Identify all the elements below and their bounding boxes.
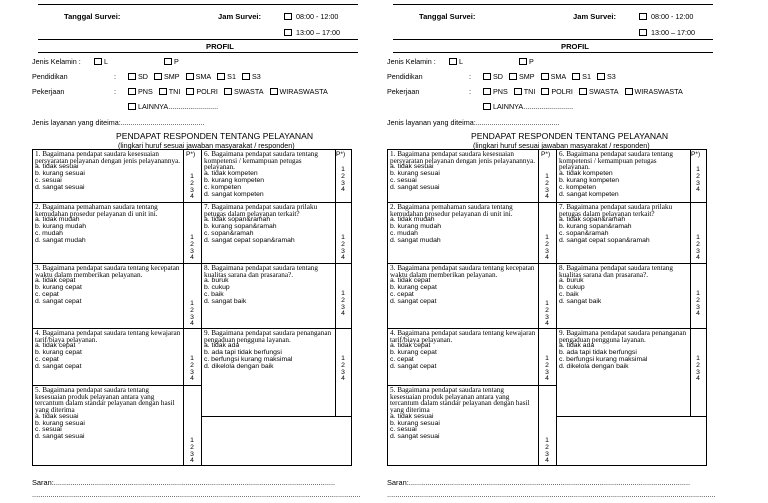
education-label: Pendidikan [387,72,423,81]
education-sma[interactable]: SMA [541,72,567,81]
answer-option[interactable]: a. tidak kompeten [559,170,613,178]
survey-date-label: Tanggal Survei: [419,12,476,21]
answer-option[interactable]: b. kurang sesuai [390,170,440,178]
score-column: 1 2 3 4 [545,173,549,201]
score-column: 1 2 3 4 [696,234,700,262]
answer-option[interactable]: d. sangat sesuai [35,433,85,441]
score-header: P*) [186,151,196,158]
checkbox[interactable] [270,88,278,95]
checkbox[interactable] [639,13,647,20]
checkbox[interactable] [597,73,605,80]
answer-option[interactable]: c. berfungsi kurang maksimal [204,356,293,363]
answer-option[interactable]: a. tidak mudah [35,216,80,224]
question-1: 1. Bagaimana pendapat saudara kesesuaian persyaratan pelayanan dengan jenis pelayanannya. a. tidak sesuai b. kurang sesuai c. sesuai d. sangat sesuai [390,150,536,191]
survey-time-label: Jam Survei: [218,12,262,21]
question-4: 4. Bagaimana pendapat saudara tentang kewajaran tarif/biaya pelayanan. a. tidak cepat b. kurang cepat c. cepat d. sangat cepat [390,329,536,370]
question-2: 2. Bagaimana pemahaman saudara tentang kemudahan prosedur pelayanan di unit ini. a. tidak mudah b. kurang mudah c. mudah d. sangat mudah [33,203,183,246]
question-5: 5. Bagaimana pendapat saudara tentang kesesuaian produk pelayanan antara yang tercantum dalam standar pelayanan dengan hasil yang diterima a. tidak sesuai b. kurang sesuai c. sesuai d. sangat sesuai [388,386,538,442]
questionnaire-table [387,149,707,466]
checkbox[interactable] [519,58,527,65]
checkbox[interactable] [514,88,522,95]
suggestion-line[interactable]: ................................................................................................................................................................ [387,490,716,499]
opinion-subtitle: (lingkari huruf sesuai jawaban masyarakat / responden) [118,141,295,150]
occupation-label: Pekerjaan [32,87,65,96]
answer-option[interactable]: a. tidak sesuai [35,163,79,171]
score-column: 1 2 3 4 [696,166,700,194]
answer-option[interactable]: d. sangat cepat [390,297,437,305]
checkbox[interactable] [639,29,647,36]
checkbox[interactable] [483,88,491,95]
service-type-field[interactable]: Jenis layanan yang diteima:.......................................... [387,118,560,127]
checkbox[interactable] [284,29,292,36]
profile-title: PROFIL [561,42,589,51]
questionnaire-table [32,149,352,466]
score-column: 1 2 3 4 [545,355,549,383]
question-9: 9. Bagaimana pendapat saudara penanganan pengaduan pengguna layanan. a. tidak ada b. ada tapi tidak berfungsi c. berfungsi kurang maksimal d. dikelola dengan baik [557,329,691,372]
checkbox[interactable] [164,58,172,65]
colon: : [469,72,471,81]
answer-option[interactable]: b. kurang sesuai [35,419,85,427]
answer-option[interactable]: c. cepat [390,356,414,363]
time-slot-morning[interactable]: 08:00 - 12:00 [639,12,693,21]
education-options [128,72,265,81]
checkbox[interactable] [541,73,549,80]
checkbox[interactable] [483,103,491,110]
education-s3[interactable]: S3 [597,72,616,81]
answer-option[interactable]: c. cepat [35,291,59,298]
answer-option[interactable]: a. buruk [204,277,229,285]
checkbox[interactable] [284,13,292,20]
occupation-swasta[interactable]: SWASTA [224,87,264,96]
question-6: 6. Bagaimana pendapat saudara tentang kompetensi / kemampuan petugas pelayanan. a. tidak kompeten b. kurang kompeten c. kompeten d. sangat kompeten [557,150,691,199]
question-9: 9. Bagaimana pendapat saudara penanganan pengaduan pengguna layanan. a. tidak ada b. ada tapi tidak berfungsi c. berfungsi kurang maksimal d. dikelola dengan baik [202,329,336,372]
gender-option-l[interactable]: L [449,57,463,66]
answer-option[interactable]: a. tidak cepat [35,342,76,350]
answer-option[interactable]: a. tidak cepat [390,277,431,285]
occupation-tni[interactable]: TNI [514,87,536,96]
answer-option[interactable]: d. dikelola dengan baik [559,362,629,370]
time-slot-morning[interactable]: 08:00 - 12:00 [284,12,338,21]
answer-option[interactable]: d. sangat kompeten [559,190,619,198]
answer-option[interactable]: c. mudah [390,230,418,237]
answer-option[interactable]: c. sopan&ramah [204,230,254,237]
question-7: 7. Bagaimana pendapat saudara prilaku petugas dalam pelayanan terkait? a. tidak sopan&ramah b. kurang sopan&ramah c. sopan&ramah d. sangat cepat sopan&ramah [202,203,336,246]
checkbox[interactable] [159,88,167,95]
question-2: 2. Bagaimana pemahaman saudara tentang kemudahan prosedur pelayanan di unit ini. a. tidak mudah b. kurang mudah c. mudah d. sangat mudah [388,203,538,246]
answer-option[interactable]: c. kompeten [559,183,597,191]
answer-option[interactable]: a. buruk [559,277,584,285]
checkbox[interactable] [217,73,225,80]
occupation-tni[interactable]: TNI [159,87,181,96]
checkbox[interactable] [128,88,136,95]
answer-option[interactable]: b. kurang sopan&ramah [204,223,277,231]
answer-option[interactable]: b. cukup [559,284,585,292]
occupation-pns[interactable]: PNS [483,87,508,96]
occupation-other[interactable]: LAINNYA......................... [483,102,573,111]
survey-form-right [387,0,716,503]
score-column: 1 2 3 4 [341,290,345,318]
checkbox[interactable] [128,103,136,110]
checkbox[interactable] [509,73,517,80]
answer-option[interactable]: d. sangat sesuai [390,183,440,191]
suggestion-field[interactable]: Saran:......................................................................................................................................... [32,478,336,487]
time-slot-afternoon[interactable]: 13:00 – 17:00 [284,28,340,37]
opinion-subtitle: (lingkari huruf sesuai jawaban masyarakat / responden) [473,141,650,150]
occupation-swasta[interactable]: SWASTA [579,87,619,96]
score-column: 1 2 3 4 [545,234,549,262]
score-column: 1 2 3 4 [696,290,700,318]
suggestion-field[interactable]: Saran:......................................................................................................................................... [387,478,691,487]
score-column: 1 2 3 4 [341,355,345,383]
answer-option[interactable]: c. sesuai [35,426,62,434]
answer-option[interactable]: c. cepat [35,356,59,363]
question-3: 3. Bagaimana pendapat saudara tentang kecepatan waktu dalam memberikan pelayanan. a. tidak cepat b. kurang cepat c. cepat d. sangat cepat [35,264,180,305]
answer-option[interactable]: b. kurang cepat [390,349,437,357]
answer-option[interactable]: c. sesuai [390,426,417,434]
occupation-pns[interactable]: PNS [128,87,153,96]
answer-option[interactable]: c. sopan&ramah [559,230,609,237]
answer-option[interactable]: d. sangat sesuai [390,433,440,441]
answer-option[interactable]: a. tidak kompeten [204,170,258,178]
answer-option[interactable]: b. kurang kompeten [204,176,265,184]
answer-option[interactable]: a. tidak sesuai [35,412,79,420]
occupation-wiraswasta[interactable]: WIRASWASTA [625,87,683,96]
survey-time-label: Jam Survei: [573,12,617,21]
answer-option[interactable]: a. tidak sesuai [390,412,434,420]
score-column: 1 2 3 4 [341,234,345,262]
time-slot-afternoon[interactable]: 13:00 – 17:00 [639,28,695,37]
gender-label: Jenis Kelamin : [32,57,81,66]
checkbox[interactable] [224,88,232,95]
gender-option-p[interactable]: P [519,57,534,66]
answer-option[interactable]: b. kurang cepat [35,284,82,292]
answer-option[interactable]: c. sesuai [35,177,62,184]
survey-form-left [32,0,361,503]
checkbox[interactable] [579,88,587,95]
score-column: 1 2 3 4 [190,300,194,328]
checkbox[interactable] [128,73,136,80]
answer-option[interactable]: a. tidak mudah [390,216,435,224]
checkbox[interactable] [572,73,580,80]
score-column: 1 2 3 4 [696,355,700,383]
answer-option[interactable]: a. tidak sopan&ramah [559,216,626,224]
answer-option[interactable]: d. sangat sesuai [35,183,85,191]
answer-option[interactable]: c. mudah [35,230,63,237]
checkbox[interactable] [154,73,162,80]
education-smp[interactable]: SMP [509,72,535,81]
occupation-wiraswasta[interactable]: WIRASWASTA [270,87,328,96]
answer-option[interactable]: b. kurang sesuai [390,419,440,427]
checkbox[interactable] [242,73,250,80]
checkbox[interactable] [541,88,549,95]
colon: : [114,72,116,81]
score-column: 1 2 3 4 [545,300,549,328]
occupation-other[interactable]: LAINNYA......................... [128,102,218,111]
answer-option[interactable]: b. ada tapi tidak berfungsi [559,349,637,357]
answer-option[interactable]: c. sesuai [390,177,417,184]
question-4: 4. Bagaimana pendapat saudara tentang kewajaran tarif/biaya pelayanan. a. tidak cepat b. kurang cepat c. cepat d. sangat cepat [35,329,181,370]
answer-option[interactable]: d. dikelola dengan baik [204,362,274,370]
answer-option[interactable]: d. sangat cepat [35,362,82,370]
answer-option[interactable]: b. kurang sesuai [35,170,85,178]
score-column: 1 2 3 4 [190,234,194,262]
education-sd[interactable]: SD [128,72,148,81]
education-s3[interactable]: S3 [242,72,261,81]
education-s1[interactable]: S1 [217,72,236,81]
answer-option[interactable]: d. sangat baik [559,297,602,305]
answer-option[interactable]: a. tidak sesuai [390,163,434,171]
question-8: 8. Bagaimana pendapat saudara tentang kualitas sarana dan prasarana?. a. buruk b. cukup c. baik d. sangat baik [202,264,336,307]
answer-option[interactable]: b. kurang kompeten [559,176,620,184]
profile-title: PROFIL [206,42,234,51]
education-smp[interactable]: SMP [154,72,180,81]
answer-option[interactable]: b. kurang sopan&ramah [559,223,632,231]
service-type-field[interactable]: Jenis layanan yang diteima:.......................................... [32,118,205,127]
score-column: 1 2 3 4 [545,437,549,465]
occupation-options [128,87,332,96]
occupation-label: Pekerjaan [387,87,420,96]
answer-option[interactable]: b. kurang mudah [390,223,442,231]
answer-option[interactable]: b. kurang cepat [35,349,82,357]
education-label: Pendidikan [32,72,68,81]
answer-option[interactable]: b. cukup [204,284,230,292]
answer-option[interactable]: a. tidak cepat [35,277,76,285]
checkbox[interactable] [186,73,194,80]
answer-option[interactable]: c. baik [559,291,579,298]
answer-option[interactable]: a. tidak cepat [390,342,431,350]
colon: : [114,87,116,96]
question-7: 7. Bagaimana pendapat saudara prilaku petugas dalam pelayanan terkait? a. tidak sopan&ramah b. kurang sopan&ramah c. sopan&ramah d. sangat cepat sopan&ramah [557,203,691,246]
answer-option[interactable]: c. baik [204,291,224,298]
checkbox[interactable] [625,88,633,95]
score-column: 1 2 3 4 [190,355,194,383]
occupation-polri[interactable]: POLRI [186,87,218,96]
gender-option-l[interactable]: L [94,57,108,66]
answer-option[interactable]: c. cepat [390,291,414,298]
education-sma[interactable]: SMA [186,72,212,81]
answer-option[interactable]: d. sangat cepat [390,362,437,370]
answer-option[interactable]: b. ada tapi tidak berfungsi [204,349,282,357]
answer-option[interactable]: a. tidak ada [204,342,240,350]
answer-option[interactable]: d. sangat baik [204,297,247,305]
score-column: 1 2 3 4 [190,173,194,201]
question-1: 1. Bagaimana pendapat saudara kesesuaian persyaratan pelayanan dengan jenis pelayanannya. a. tidak sesuai b. kurang sesuai c. sesuai d. sangat sesuai [35,150,181,191]
question-5: 5. Bagaimana pendapat saudara tentang kesesuaian produk pelayanan antara yang tercantum dalam standar pelayanan dengan hasil yang diterima a. tidak sesuai b. kurang sesuai c. sesuai d. sangat sesuai [33,386,183,442]
colon: : [469,87,471,96]
education-s1[interactable]: S1 [572,72,591,81]
score-column: 1 2 3 4 [341,166,345,194]
checkbox[interactable] [483,73,491,80]
answer-option[interactable]: c. kompeten [204,183,242,191]
gender-option-p[interactable]: P [164,57,179,66]
answer-option[interactable]: d. sangat cepat sopan&ramah [204,236,295,244]
answer-option[interactable]: d. sangat mudah [35,236,86,244]
education-options [483,72,620,81]
answer-option[interactable]: c. berfungsi kurang maksimal [559,356,648,363]
answer-option[interactable]: b. kurang mudah [35,223,87,231]
answer-option[interactable]: d. sangat kompeten [204,190,264,198]
score-header: P*) [336,151,346,158]
answer-option[interactable]: d. sangat mudah [390,236,441,244]
answer-option[interactable]: a. tidak ada [559,342,595,350]
answer-option[interactable]: d. sangat cepat sopan&ramah [559,236,650,244]
opinion-title: PENDAPAT RESPONDEN TENTANG PELAYANAN [116,131,314,141]
score-header: P*) [691,151,701,158]
occupation-polri[interactable]: POLRI [541,87,573,96]
occupation-options [483,87,687,96]
answer-option[interactable]: a. tidak sopan&ramah [204,216,271,224]
education-sd[interactable]: SD [483,72,503,81]
checkbox[interactable] [186,88,194,95]
checkbox[interactable] [449,58,457,65]
score-header: P*) [541,151,551,158]
answer-option[interactable]: b. kurang cepat [390,284,437,292]
suggestion-line[interactable]: ................................................................................................................................................................ [32,490,361,499]
opinion-title: PENDAPAT RESPONDEN TENTANG PELAYANAN [471,131,669,141]
question-3: 3. Bagaimana pendapat saudara tentang kecepatan waktu dalam memberikan pelayanan. a. tidak cepat b. kurang cepat c. cepat d. sangat cepat [390,264,535,305]
score-column: 1 2 3 4 [190,437,194,465]
gender-label: Jenis Kelamin : [387,57,436,66]
survey-date-label: Tanggal Survei: [64,12,121,21]
answer-option[interactable]: d. sangat cepat [35,297,82,305]
question-6: 6. Bagaimana pendapat saudara tentang kompetensi / kemampuan petugas pelayanan. a. tidak kompeten b. kurang kompeten c. kompeten d. sangat kompeten [202,150,336,199]
question-8: 8. Bagaimana pendapat saudara tentang kualitas sarana dan prasarana?. a. buruk b. cukup c. baik d. sangat baik [557,264,691,307]
checkbox[interactable] [94,58,102,65]
